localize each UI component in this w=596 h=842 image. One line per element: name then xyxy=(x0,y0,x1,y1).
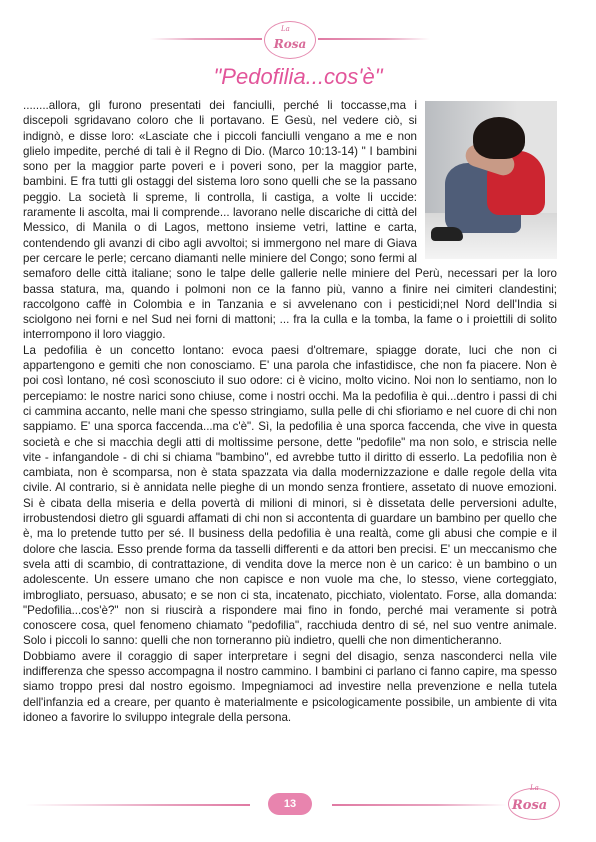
footer-line-right xyxy=(332,804,507,806)
article-paragraph-1: ........allora, gli furono presentati dei fanciulli, perché li toccasse,ma i discepoli sgridavano coloro che li portavano. E Gesù, nel vedere ciò, si indignò, e disse loro: «Lasciate che i piccoli fanciulli vengano a me e non glielo impedite, perché di tali è il Regno di Dio. (Marco 10:13-14) " I bambini sono per la maggior parte poveri e i poveri sono, per la maggior parte, bambini. E fra tutti gli ostaggi del sistema loro sono quelli che se la passano peggio. La società li spreme, li controlla, li castiga, a volte li uccide: raramente li ascolta, mai li comprende... lavorano nelle discariche di città del Messico, di Manila o di Lagos, mettono insieme vetri, lattine e carta, contendendo gli avanzi di cibo agli avvoltoi; si immergono nel mare di Giava per cercare le perle; cercano diamanti nelle miniere del Congo; sono fermi al semaforo delle città italiane; sono le talpe delle gallerie nelle miniere del Perù, necessari per la loro bassa statura, ma, quando i polmoni non ce la fanno più, vanno a finire nei cimiteri clandestini; raccolgono caffè in Colombia e in Tanzania e si avvelenano con i pesticidi;nel Nord dell'India si sciolgono nei forni e nel Sud nei forni di mattoni; ... fra la culla e la tomba, la fame o i proiettili di solito interrompono il loro viaggio. xyxy=(23,99,557,342)
header-line-right xyxy=(318,38,430,40)
article-paragraph-2: La pedofilia è un concetto lontano: evoca paesi d'oltremare, spiagge dorate, luci che non ci appartengono e gemiti che non conosciamo. E' una parola che infastidisce, che non fa piacere. Non è poi così lontano, né così sconosciuto il suo odore: ci è vicino, molto vicino. Noi non lo sentiamo, non lo percepiamo: le nostre narici sono chiuse, come i nostri occhi. Ma la pedofilia è qui...dentro i passi di chi ci cammina accanto, nelle mani che spesso stringiamo, sulla pelle di chi sfioriamo e nel cuore di chi non sappiamo. E' una sporca faccenda...ma c'è". Sì, la pedofilia è una sporca faccenda, che vive in questa società e che si macchia degli atti di moltissime persone, dette "pedofile" ma non solo, e striscia nelle vite - infangandole - di chi si chiama "bambino", ed avrebbe tutto il diritto di esserlo. La pedofilia non è cambiata, non è scomparsa, non è stata spazzata via dalla modernizzazione e dalle regole della vita civile. Al contrario, si è annidata nelle pieghe di un mondo senza frontiere, assetato di nuove emozioni. Si è cibata della miseria e della povertà di milioni di minori, si è dissetata delle perversioni adulte, irrobustendosi dietro gli sguardi affamati di chi non si accontenta di guardare un bambino per quello che è, ma lo pretende tutto per sé. Il business della pedofilia è una realtà, come gli abusi che compie e il dolore che lascia. Esso prende forma da tasselli differenti e da attori ben precisi. E' un meccanismo che svela atti di scambio, di contrattazione, di vendita dove la merce non è un carico: è un bambino o un adolescente. Un essere umano che non capisce e non vuole ma che, lo stesso, viene corteggiato, imbrogliato, persuaso, abusato; e se non ci sta, incatenato, picchiato, violentato. Forse, alla domanda: "Pedofilia...cos'è?" non si riuscirà a rispondere mai fino in fondo, perché mai veramente si potrà conoscere cosa, quel fenomeno chiamato "pedofilia", racchiuda dentro di sé, nel suo ventre animale. Solo i piccoli lo sanno: quelli che non torneranno più indietro, quelli che non dimenticheranno. xyxy=(23,343,557,648)
footer-logo-big-text: Rosa xyxy=(512,798,548,813)
header-logo xyxy=(264,21,316,59)
article-paragraph-3: Dobbiamo avere il coraggio di saper interpretare i segni del disagio, senza nasconderci nella vile indifferenza che spesso accompagna il nostro cammino. I bambini ci parlano ci fanno capire, ma spesso siamo troppo presi dal nostro egoismo. Impegniamoci ad investire nella prevenzione e nella tutela dell'infanzia ed a creare, per quanto è materialmente e psicologicamente possibile, un ambiente di vita idoneo a favorire lo sviluppo integrale della persona. xyxy=(23,649,557,724)
page-title: "Pedofilia...cos'è" xyxy=(213,64,383,89)
footer-logo xyxy=(508,782,566,822)
header-logo-small-text: La xyxy=(281,25,290,33)
child-sitting-in-corner-photo xyxy=(425,101,557,259)
footer-logo-small-text: La xyxy=(530,784,539,792)
header-line-left xyxy=(150,38,262,40)
page-number-badge: 13 xyxy=(268,793,312,815)
footer-line-left xyxy=(25,804,250,806)
article-body xyxy=(23,98,557,725)
header-logo-big-text: Rosa xyxy=(273,37,307,51)
